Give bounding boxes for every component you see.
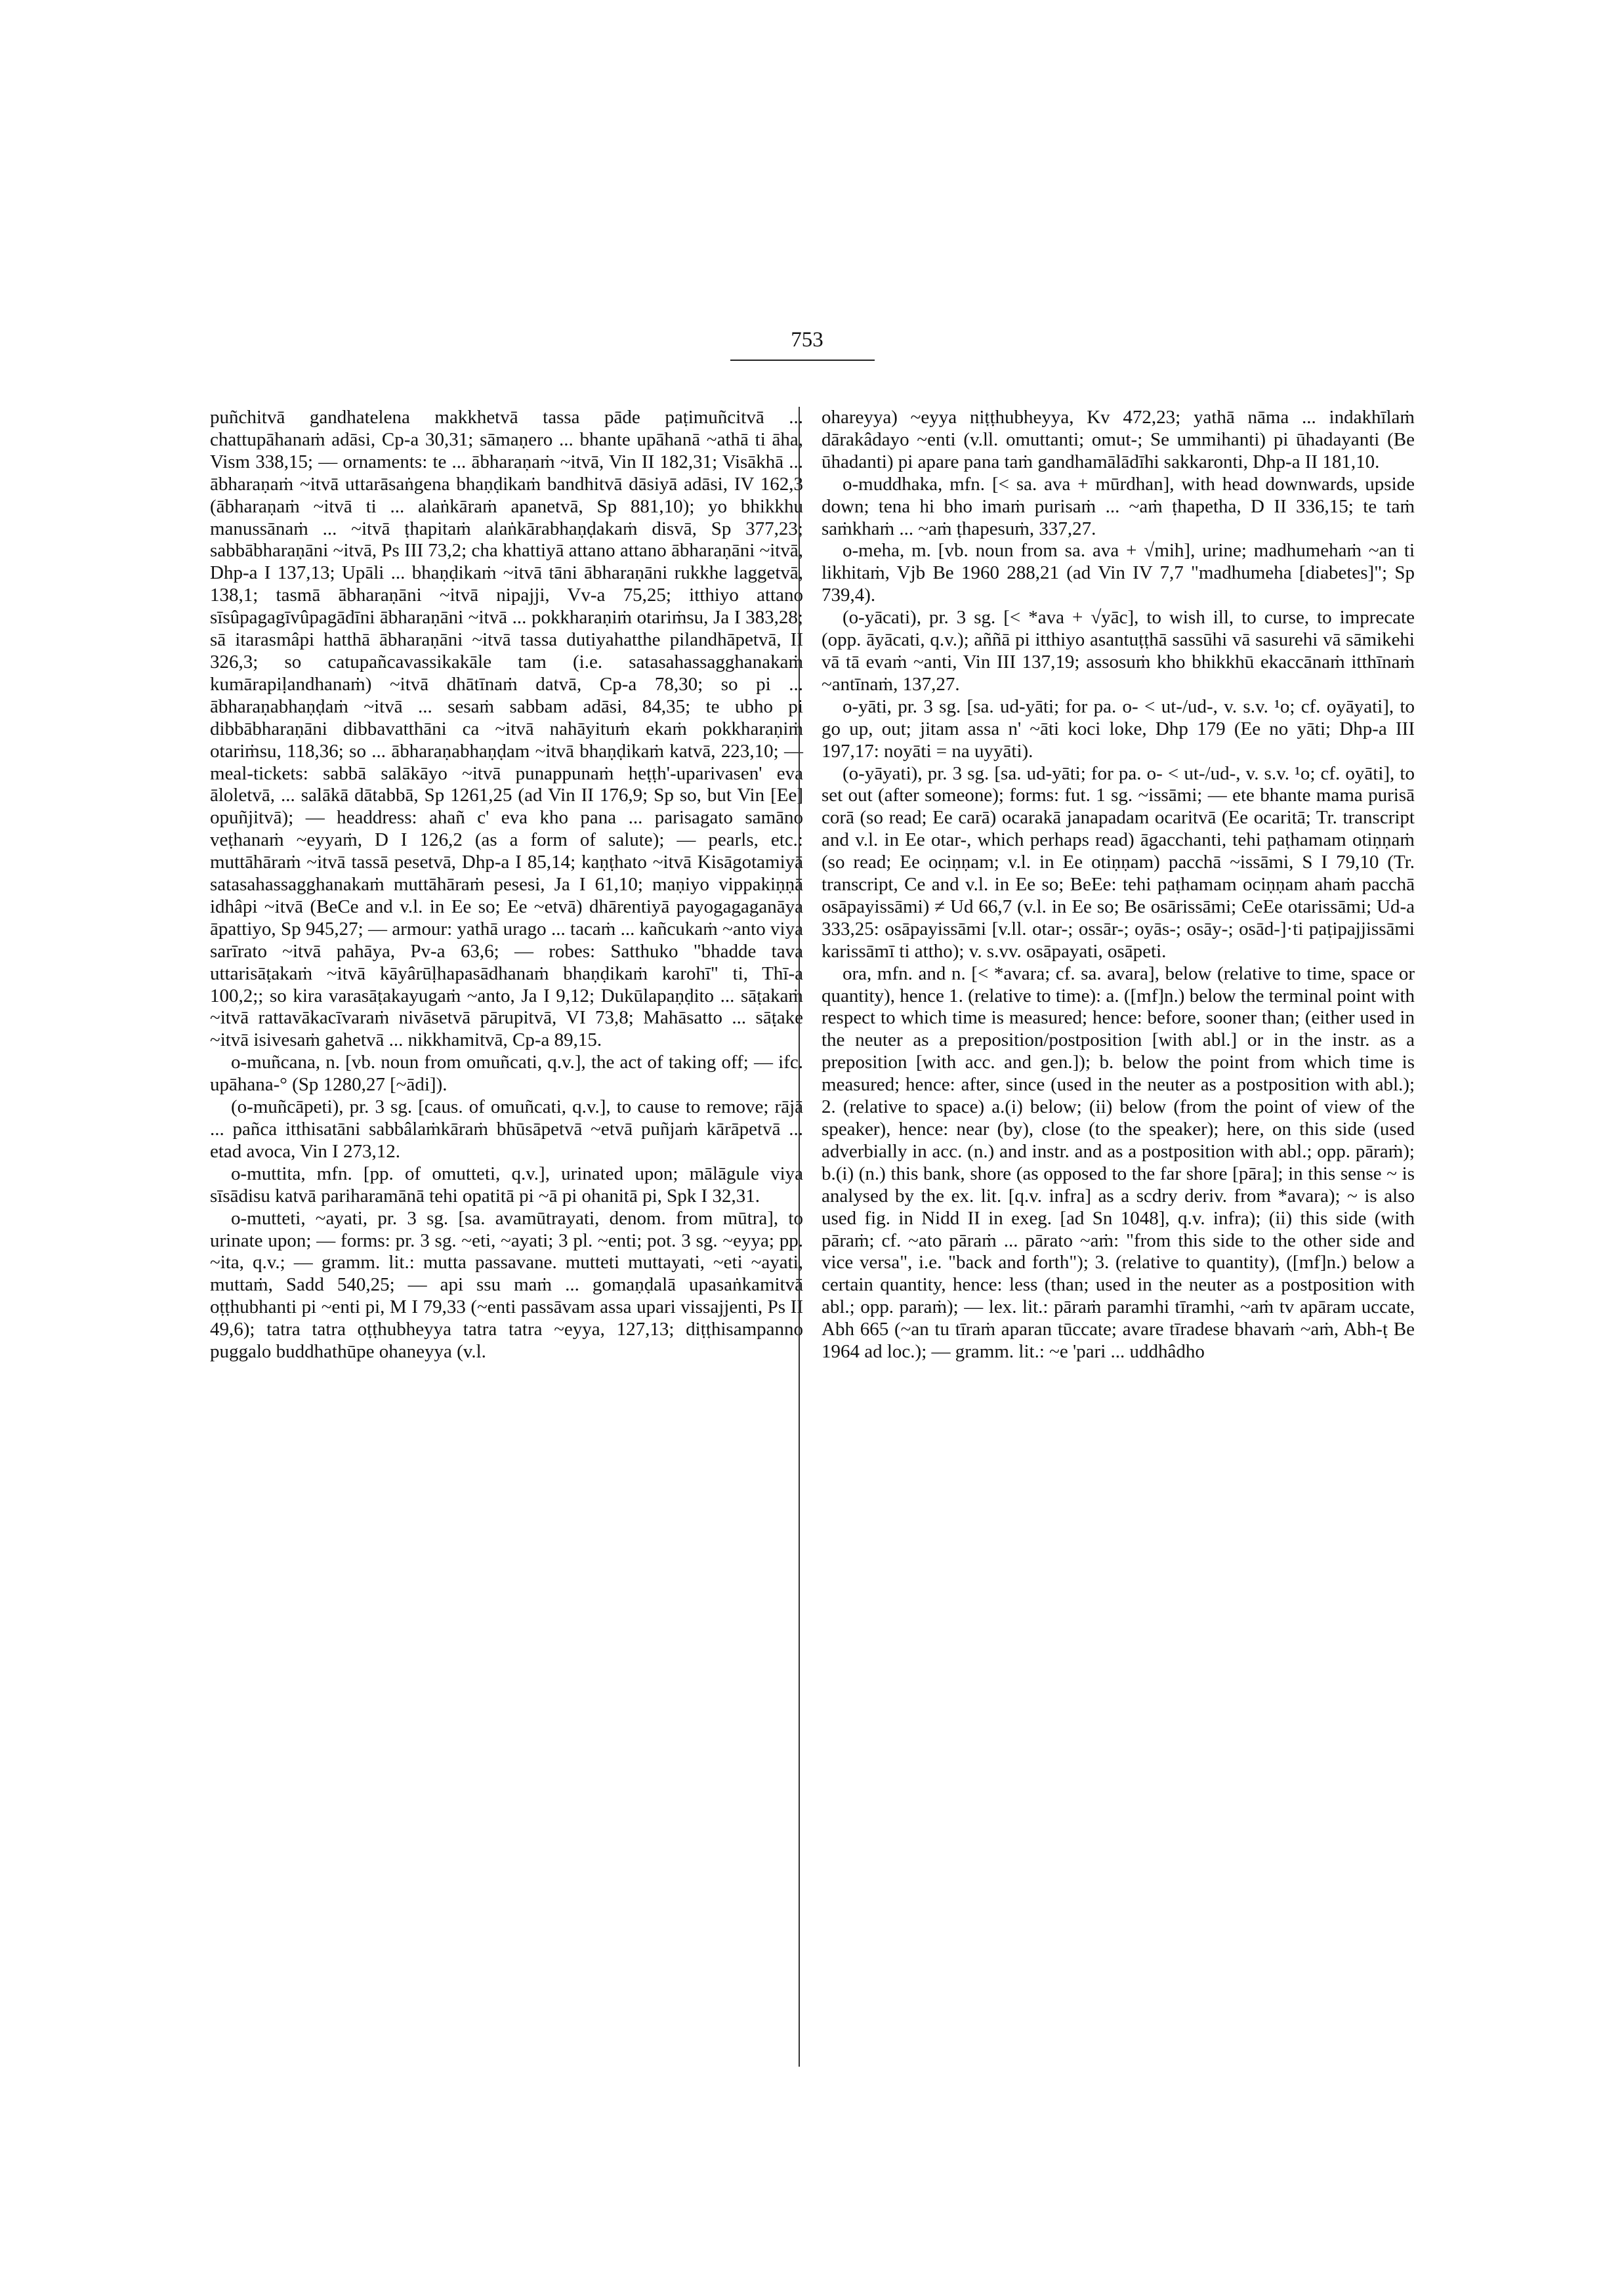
entry-paragraph: o-mutteti, ~ayati, pr. 3 sg. [sa. avamūtrayati, denom. from mūtra], to urinate upon; — forms: pr. 3 sg. ~eti, ~ayati; 3 pl. ~enti; pot. 3 sg. ~eyya; pp. ~ita, q.v.; — gramm. lit.: mutta passavane. mutteti muttayati, ~eti ~ayati, muttaṁ, Sadd 540,25; — api ssu maṁ ... gomaṇḍalā upasaṅkamitvā oṭṭhubhanti pi ~enti pi, M I 79,33 (~enti passāvam assa upari vissajjenti, Ps II 49,6); tatra tatra oṭṭhubheyya tatra tatra ~eyya, 127,13; diṭṭhisampanno puggalo buddhathūpe ohaneyya (v.l. — [210, 1207, 803, 1363]
entry-paragraph: ohareyya) ~eyya niṭṭhubheyya, Kv 472,23; yathā nāma ... indakhīlaṁ dārakâdayo ~enti (v.ll. omuttanti; omut-; Se ummihanti) pi ūhadayanti (Be ūhadanti) pi apare pana taṁ gandhamālādīhi sakkaronti, Dhp-a II 181,10. — [822, 407, 1415, 472]
entry-paragraph: (o-muñcāpeti), pr. 3 sg. [caus. of omuñcati, q.v.], to cause to remove; rājā ... pañca itthisatāni sabbâlaṁkāraṁ bhūsāpetvā ~etvā puñjaṁ kārāpetvā ... etad avoca, Vin I 273,12. — [210, 1096, 803, 1162]
entry-paragraph: o-yāti, pr. 3 sg. [sa. ud-yāti; for pa. o- < ut-/ud-, v. s.v. ¹o; cf. oyāyati], to go up, out; jitam assa n' ~āti koci loke, Dhp 179 (Ee no yāti; Dhp-a III 197,17: noyāti = na uyyāti). — [822, 695, 1415, 762]
page-number: 753 — [791, 328, 823, 352]
entry-paragraph: puñchitvā gandhatelena makkhetvā tassa pāde paṭimuñcitvā ... chattupāhanaṁ adāsi, Cp-a 30,31; sāmaṇero ... bhante upāhanā ~athā ti āha, Vism 338,15; — ornaments: te ... ābharaṇaṁ ~itvā, Vin II 182,31; Visākhā ... ābharaṇaṁ ~itvā uttarāsaṅgena bhaṇḍikaṁ bandhitvā dāsiyā adāsi, IV 162,3 (ābharaṇaṁ ~itvā ti ... alaṅkāraṁ apanetvā, Sp 881,10); yo bhikkhu manussānaṁ ... ~itvā ṭhapitaṁ alaṅkārabhaṇḍakaṁ disvā, Sp 377,23; sabbābharaṇāni ~itvā, Ps III 73,2; cha khattiyā attano attano ābharaṇāni ~itvā, Dhp-a I 137,13; Upāli ... bhaṇḍikaṁ ~itvā tāni ābharaṇāni rukkhe laggetvā, 138,1; tasmā ābharaṇāni ~itvā nipajji, Vv-a 75,25; itthiyo attano sīsûpagagīvûpagādīni ābharaṇāni ~itvā ... pokkharaṇiṁ otariṁsu, Ja I 383,28; sā itarasmâpi hatthā ābharaṇāni ~itvā tassa dutiyahatthe pilandhāpetvā, II 326,3; so catupañcavassikakāle tam (i.e. satasahassagghanakaṁ kumārapiḷandhanaṁ) ~itvā dhātīnaṁ datvā, Cp-a 78,30; so pi ... ābharaṇabhaṇḍaṁ ~itvā ... sesaṁ sabbam adāsi, 84,35; te ubho pi dibbābharaṇāni dibbavatthāni ca ~itvā nahāyituṁ ekaṁ pokkharaṇiṁ otariṁsu, 118,36; so ... ābharaṇabhaṇḍam ~itvā bhaṇḍikaṁ katvā, 223,10; — meal-tickets: sabbā salākāyo ~itvā punappunaṁ heṭṭh'-uparivasen' eva āloletvā, ... salākā dātabbā, Sp 1261,25 (ad Vin II 176,9; Sp so, but Vin [Ee] opuñjitvā); — headdress: ahañ c' eva kho pana ... parisagato samāno veṭhanaṁ ~eyyaṁ, D I 126,2 (as a form of salute); — pearls, etc.: muttāhāraṁ ~itvā tassā pesetvā, Dhp-a I 85,14; kaṇṭhato ~itvā Kisāgotamiyā satasahassagghanakaṁ muttāhāraṁ pesesi, Ja I 61,10; maṇiyo vippakiṇṇā idhâpi ~itvā (BeCe and v.l. in Ee so; Ee ~etvā) dhārentiyā payogagaganāya āpattiyo, Sp 945,27; — armour: yathā urago ... tacaṁ ... kañcukaṁ ~anto viya sarīrato ~itvā pahāya, Pv-a 63,6; — robes: Satthuko "bhadde tava uttarisāṭakaṁ ~itvā kāyârūḷhapasādhanaṁ bhaṇḍikaṁ karohī" ti, Thī-a 100,2;; so kira varasāṭakayugaṁ ~anto, Ja I 9,12; Dukūlapaṇḍito ... sāṭakaṁ ~itvā rattavākacīvaraṁ nivāsetvā pārupitvā, VI 73,8; Mahāsatto ... sāṭake ~itvā isivesaṁ gahetvā ... nikkhamitvā, Cp-a 89,15. — [210, 407, 803, 1051]
entry-paragraph: (o-yāyati), pr. 3 sg. [sa. ud-yāti; for pa. o- < ut-/ud-, v. s.v. ¹o; cf. oyāti], to set out (after someone); forms: fut. 1 sg. ~issāmi; — ete bhante mama purisā corā (so read; Ee carā) ocarakā janapadam ocaritvā (Ee ocaritā; Tr. transcript and v.l. in Ee otar-, which perhaps read) āgacchanti, tehi paṭhamam otiṇṇaṁ (so read; Ee ociṇṇam; v.l. in Ee otiṇṇam) pacchā ~issāmi, S I 79,10 (Tr. transcript, Ce and v.l. in Ee so; BeEe: tehi paṭhamam ociṇṇam ahaṁ pacchā osāpayissāmi) ≠ Ud 66,7 (v.l. in Ee so; Be osārissāmi; CeEe otarissāmi; Ud-a 333,25: osāpayissāmi [v.ll. otar-; ossār-; oyās-; osāy-; osād-]·ti paṭipajjissāmi karissāmī ti attho); v. s.vv. osāpayati, osāpeti. — [822, 762, 1415, 962]
column-divider — [799, 407, 800, 2067]
left-column — [210, 407, 803, 1363]
entry-paragraph: o-meha, m. [vb. noun from sa. ava + √mih], urine; madhumehaṁ ~an ti likhitaṁ, Vjb Be 1960 288,21 (ad Vin IV 7,7 "madhumeha [diabetes]"; Sp 739,4). — [822, 540, 1415, 606]
entry-paragraph: (o-yācati), pr. 3 sg. [< *ava + √yāc], to wish ill, to curse, to imprecate (opp. āyācati, q.v.); aññā pi itthiyo asantuṭṭhā sassūhi vā sasurehi vā sāmikehi vā tā evaṁ ~anti, Vin III 137,19; assosuṁ kho bhikkhū ekaccānaṁ itthīnaṁ ~antīnaṁ, 137,27. — [822, 607, 1415, 695]
entry-paragraph: o-muddhaka, mfn. [< sa. ava + mūrdhan], with head downwards, upside down; tena hi bho imaṁ purisaṁ ... ~aṁ ṭhapetha, D II 336,15; te taṁ saṁkhaṁ ... ~aṁ ṭhapesuṁ, 337,27. — [822, 473, 1415, 539]
entry-paragraph: o-muñcana, n. [vb. noun from omuñcati, q.v.], the act of taking off; — ifc. upāhana-° (Sp 1280,27 [~ādi]). — [210, 1052, 803, 1096]
entry-paragraph: o-muttita, mfn. [pp. of omutteti, q.v.], urinated upon; mālāgule viya sīsādisu katvā pariharamānā tehi opatitā pi ~ā pi ohanitā pi, Spk I 32,31. — [210, 1163, 803, 1207]
header-rule — [730, 360, 875, 361]
entry-paragraph: ora, mfn. and n. [< *avara; cf. sa. avara], below (relative to time, space or quantity), hence 1. (relative to time): a. ([mf]n.) below the terminal point with respect to which time is measured; hence: before, sooner than; (either used in the neuter as a preposition/postposition [with abl.] or in the instr. as a preposition [with acc. and gen.]); b. below the point from which time is measured; hence: after, since (used in the neuter as a postposition with abl.); 2. (relative to space) a.(i) below; (ii) below (from the point of view of the speaker), hence: near (by), close (to the speaker); here, on this side (used adverbially in acc. (n.) and instr. and as a postposition with abl.; opp. pāraṁ); b.(i) (n.) this bank, shore (as opposed to the far shore [pāra]; in this sense ~ is analysed by the ex. lit. [q.v. infra] as a scdry deriv. from *avara); ~ is also used fig. in Nidd II in exeg. [ad Sn 1048], q.v. infra); (ii) this side (with pāraṁ; cf. ~ato pāraṁ ... pārato ~aṁ: "from this side to the other side and vice versa", i.e. "back and forth"); 3. (relative to quantity), ([mf]n.) below a certain quantity, hence: less (than; used in the neuter as a postposition with abl.; opp. paraṁ); — lex. lit.: pāraṁ paramhi tīramhi, ~aṁ tv apāram uccate, Abh 665 (~an tu tīraṁ aparan tūccate; avare tīradese bhavaṁ ~aṁ, Abh-ṭ Be 1964 ad loc.); — gramm. lit.: ~e 'pari ... uddhâdho — [822, 962, 1415, 1363]
right-column — [822, 407, 1415, 1363]
